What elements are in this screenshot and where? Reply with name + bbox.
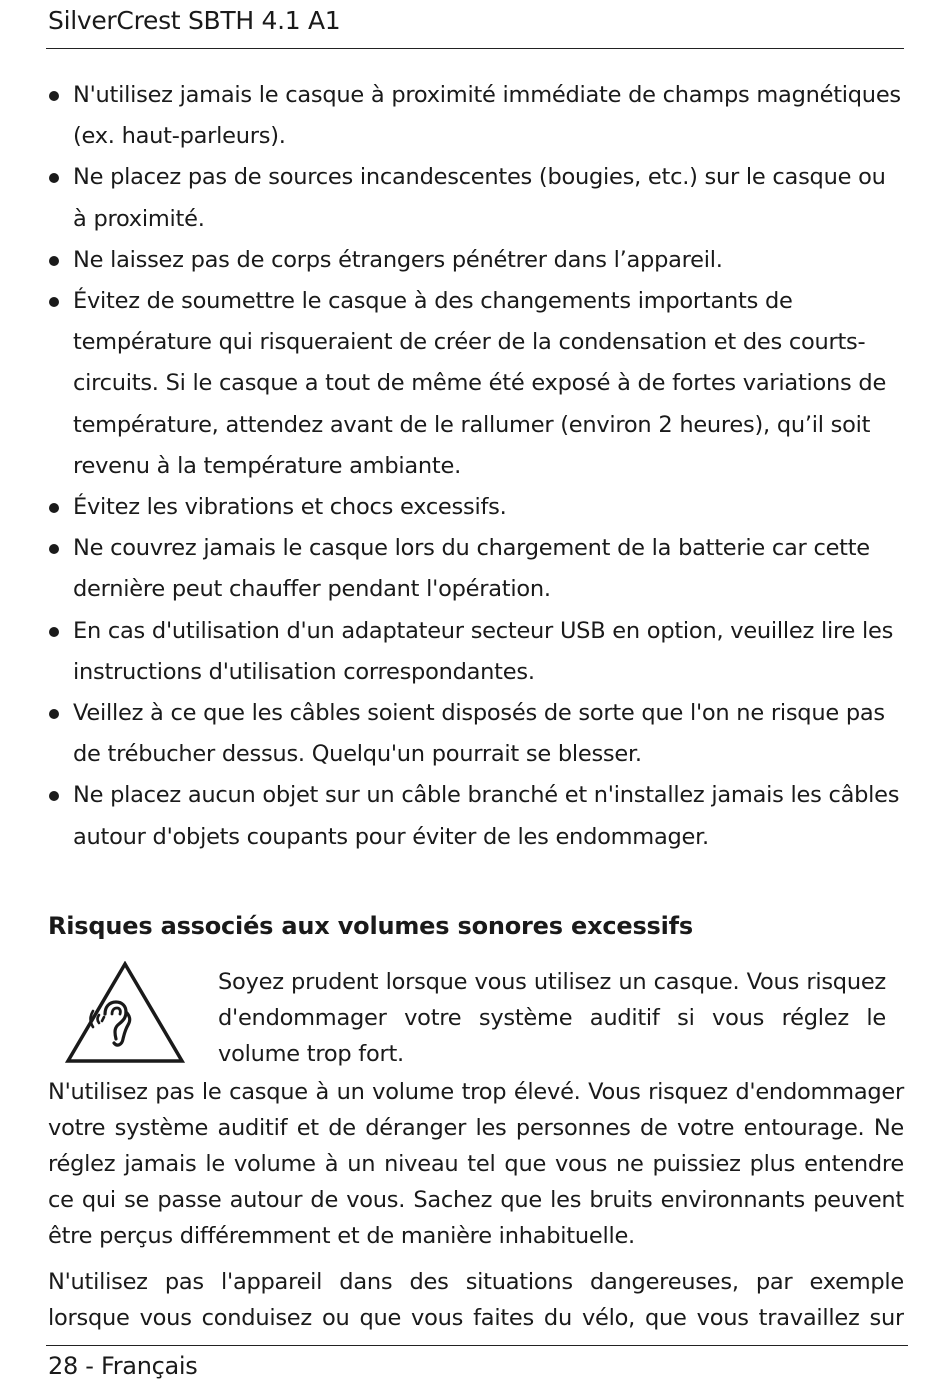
list-item: Veillez à ce que les câbles soient disposés de sorte que l'on ne risque pas de trébucher dessus. Quelqu'un pourrait se blesser.	[48, 693, 906, 775]
dangerous-situations-paragraph: N'utilisez pas l'appareil dans des situations dangereuses, par exemple lorsque vous conduisez ou que vous faites du vélo, que vous travaillez sur	[48, 1269, 904, 1331]
page-header-title: SilverCrest SBTH 4.1 A1	[48, 6, 341, 35]
list-item: En cas d'utilisation d'un adaptateur secteur USB en option, veuillez lire les instructions d'utilisation correspondantes.	[48, 611, 906, 693]
hearing-warning-icon	[64, 961, 186, 1065]
list-item: Ne couvrez jamais le casque lors du chargement de la batterie car cette dernière peut chauffer pendant l'opération.	[48, 528, 906, 610]
hearing-warning-text: Soyez prudent lorsque vous utilisez un casque. Vous risquez d'endommager votre système auditif si vous réglez le volume trop fort.	[218, 969, 886, 1067]
list-item: Ne placez aucun objet sur un câble branché et n'installez jamais les câbles autour d'objets coupants pour éviter de les endommager.	[48, 775, 906, 857]
header-divider	[46, 48, 904, 49]
list-item: Évitez de soumettre le casque à des changements importants de température qui risqueraient de créer de la condensation et des courts-circuits. Si le casque a tout de même été exposé à de fortes variations de température, attendez avant de le rallumer (environ 2 heures), qu’il soit revenu à la température ambiante.	[48, 281, 906, 487]
volume-paragraph: N'utilisez pas le casque à un volume trop élevé. Vous risquez d'endommager votre système auditif et de déranger les personnes de votre entourage. Ne réglez jamais le volume à un niveau tel que vous ne puissiez plus entendre ce qui se passe autour de vous. Sachez que les bruits environnants peuvent être perçus différemment et de manière inhabituelle.	[48, 1079, 904, 1249]
list-item: Évitez les vibrations et chocs excessifs.	[48, 487, 906, 528]
footer-divider	[46, 1345, 908, 1346]
page-footer-label: 28 - Français	[48, 1352, 198, 1380]
list-item: N'utilisez jamais le casque à proximité immédiate de champs magnétiques (ex. haut-parleurs).	[48, 75, 906, 157]
list-item: Ne placez pas de sources incandescentes (bougies, etc.) sur le casque ou à proximité.	[48, 157, 906, 239]
section-heading: Risques associés aux volumes sonores excessifs	[48, 912, 693, 940]
list-item: Ne laissez pas de corps étrangers pénétrer dans l’appareil.	[48, 240, 906, 281]
safety-bullet-list	[48, 75, 906, 858]
